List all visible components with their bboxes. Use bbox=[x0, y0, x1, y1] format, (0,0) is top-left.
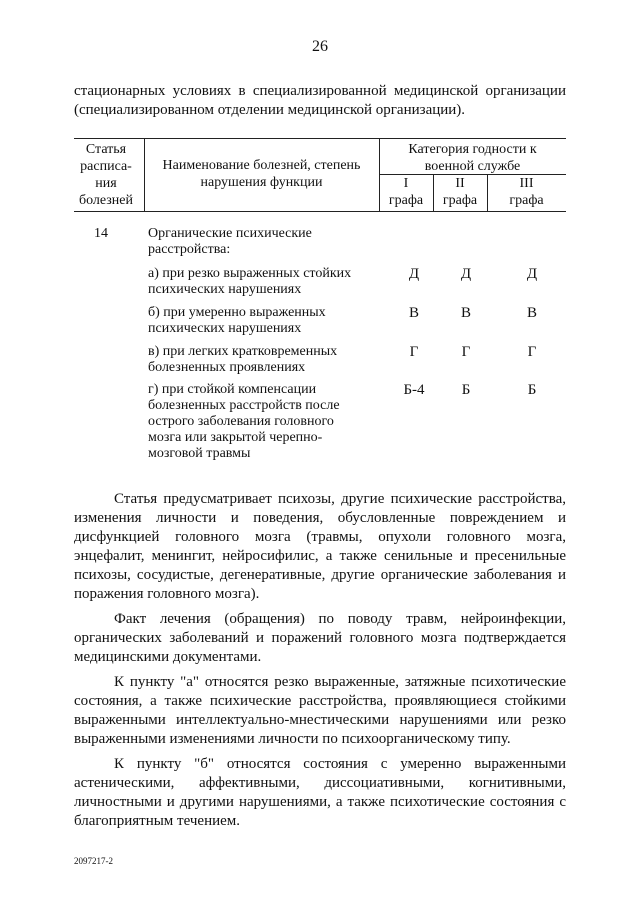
header-grafa-2 bbox=[433, 175, 487, 209]
row-line: Органические психические bbox=[148, 226, 312, 241]
grafa-label: графа bbox=[509, 193, 544, 208]
header-name-line: Наименование болезней, степень bbox=[162, 158, 361, 173]
grafa-1-value: В bbox=[408, 305, 419, 321]
header-article-line: болезней bbox=[78, 193, 134, 208]
header-fitness-category bbox=[379, 141, 566, 175]
row-description bbox=[148, 344, 378, 376]
grafa-2-value: Г bbox=[461, 344, 471, 360]
header-article bbox=[74, 141, 138, 209]
row-line: психических нарушениях bbox=[148, 282, 302, 297]
header-grafa-1 bbox=[379, 175, 433, 209]
header-category-line: военной службе bbox=[424, 159, 521, 174]
grafa-2-value: В bbox=[460, 305, 471, 321]
header-category-line: Категория годности к bbox=[408, 142, 537, 157]
grafa-label: графа bbox=[442, 193, 478, 208]
intro-text: стационарных условиях в специализированной медицинской организации (специализированном отделении медицинской организации). bbox=[74, 83, 566, 118]
paragraph: Статья предусматривает психозы, другие психические расстройства, изменения личности и поведения, обусловленные повреждением и дисфункцией головного мозга (травмы, опухоли головного мозга, энцефалит, менингит, нейросифилис, а также сенильные и пресенильные психозы, сосудистые, дегенеративные, другие органические заболевания и поражения головного мозга). bbox=[74, 491, 566, 602]
row-line: г) при стойкой компенсации bbox=[148, 382, 317, 397]
grafa-3-value: Д bbox=[526, 266, 538, 282]
paragraph: Факт лечения (обращения) по поводу травм, нейроинфекции, органических заболеваний и поражений головного мозга подтверждается медицинскими документами. bbox=[74, 611, 566, 665]
header-article-line: Статья bbox=[85, 142, 127, 157]
grafa-2-value: Б bbox=[461, 382, 471, 398]
row-line: болезненных расстройств после bbox=[148, 398, 340, 413]
grafa-label: графа bbox=[388, 193, 424, 208]
page-number: 26 bbox=[312, 38, 328, 55]
grafa-3-value: Б bbox=[527, 382, 537, 398]
article-commentary bbox=[74, 490, 566, 837]
grafa-number: II bbox=[455, 176, 465, 191]
grafa-number: I bbox=[403, 176, 409, 191]
row-line: а) при резко выраженных стойких bbox=[148, 266, 352, 281]
paragraph: К пункту "а" относятся резко выраженные, затяжные психотические состояния, а также психические расстройства, проявляющиеся стойкими выраженными интеллектуально-мнестическими нарушениями или резко выраженными изменениями личности по психоорганическому типу. bbox=[74, 674, 566, 747]
row-line: расстройства: bbox=[148, 242, 231, 257]
grafa-1-value: Д bbox=[408, 266, 420, 282]
row-line: б) при умеренно выраженных bbox=[148, 305, 326, 320]
header-name-line: нарушения функции bbox=[200, 175, 323, 190]
grafa-1-value: Г bbox=[409, 344, 419, 360]
header-grafa-3 bbox=[487, 175, 566, 209]
row-description bbox=[148, 382, 378, 462]
grafa-3-value: Г bbox=[527, 344, 537, 360]
row-line: мозга или закрытой черепно- bbox=[148, 430, 323, 445]
grafa-3-value: В bbox=[526, 305, 537, 321]
table-header bbox=[74, 138, 566, 212]
footer-document-code: 2097217-2 bbox=[74, 856, 113, 866]
grafa-1-value: Б-4 bbox=[403, 382, 425, 398]
article-number: 14 bbox=[94, 226, 108, 241]
header-disease-name bbox=[144, 157, 379, 191]
grafa-2-value: Д bbox=[460, 266, 472, 282]
row-line: в) при легких кратковременных bbox=[148, 344, 338, 359]
row-line: острого заболевания головного bbox=[148, 414, 334, 429]
row-line: мозговой травмы bbox=[148, 446, 251, 461]
row-description bbox=[148, 305, 378, 337]
header-article-line: ния bbox=[95, 176, 117, 191]
row-title bbox=[148, 226, 378, 258]
header-article-line: расписа- bbox=[80, 159, 132, 174]
row-description bbox=[148, 266, 378, 298]
row-line: психических нарушениях bbox=[148, 321, 302, 336]
grafa-number: III bbox=[519, 176, 534, 191]
row-line: болезненных проявлениях bbox=[148, 360, 306, 375]
paragraph: К пункту "б" относятся состояния с умеренно выраженными астеническими, аффективными, диссоциативными, когнитивными, личностными и другими нарушениями, а также психотические состояния с благоприятным течением. bbox=[74, 756, 566, 829]
